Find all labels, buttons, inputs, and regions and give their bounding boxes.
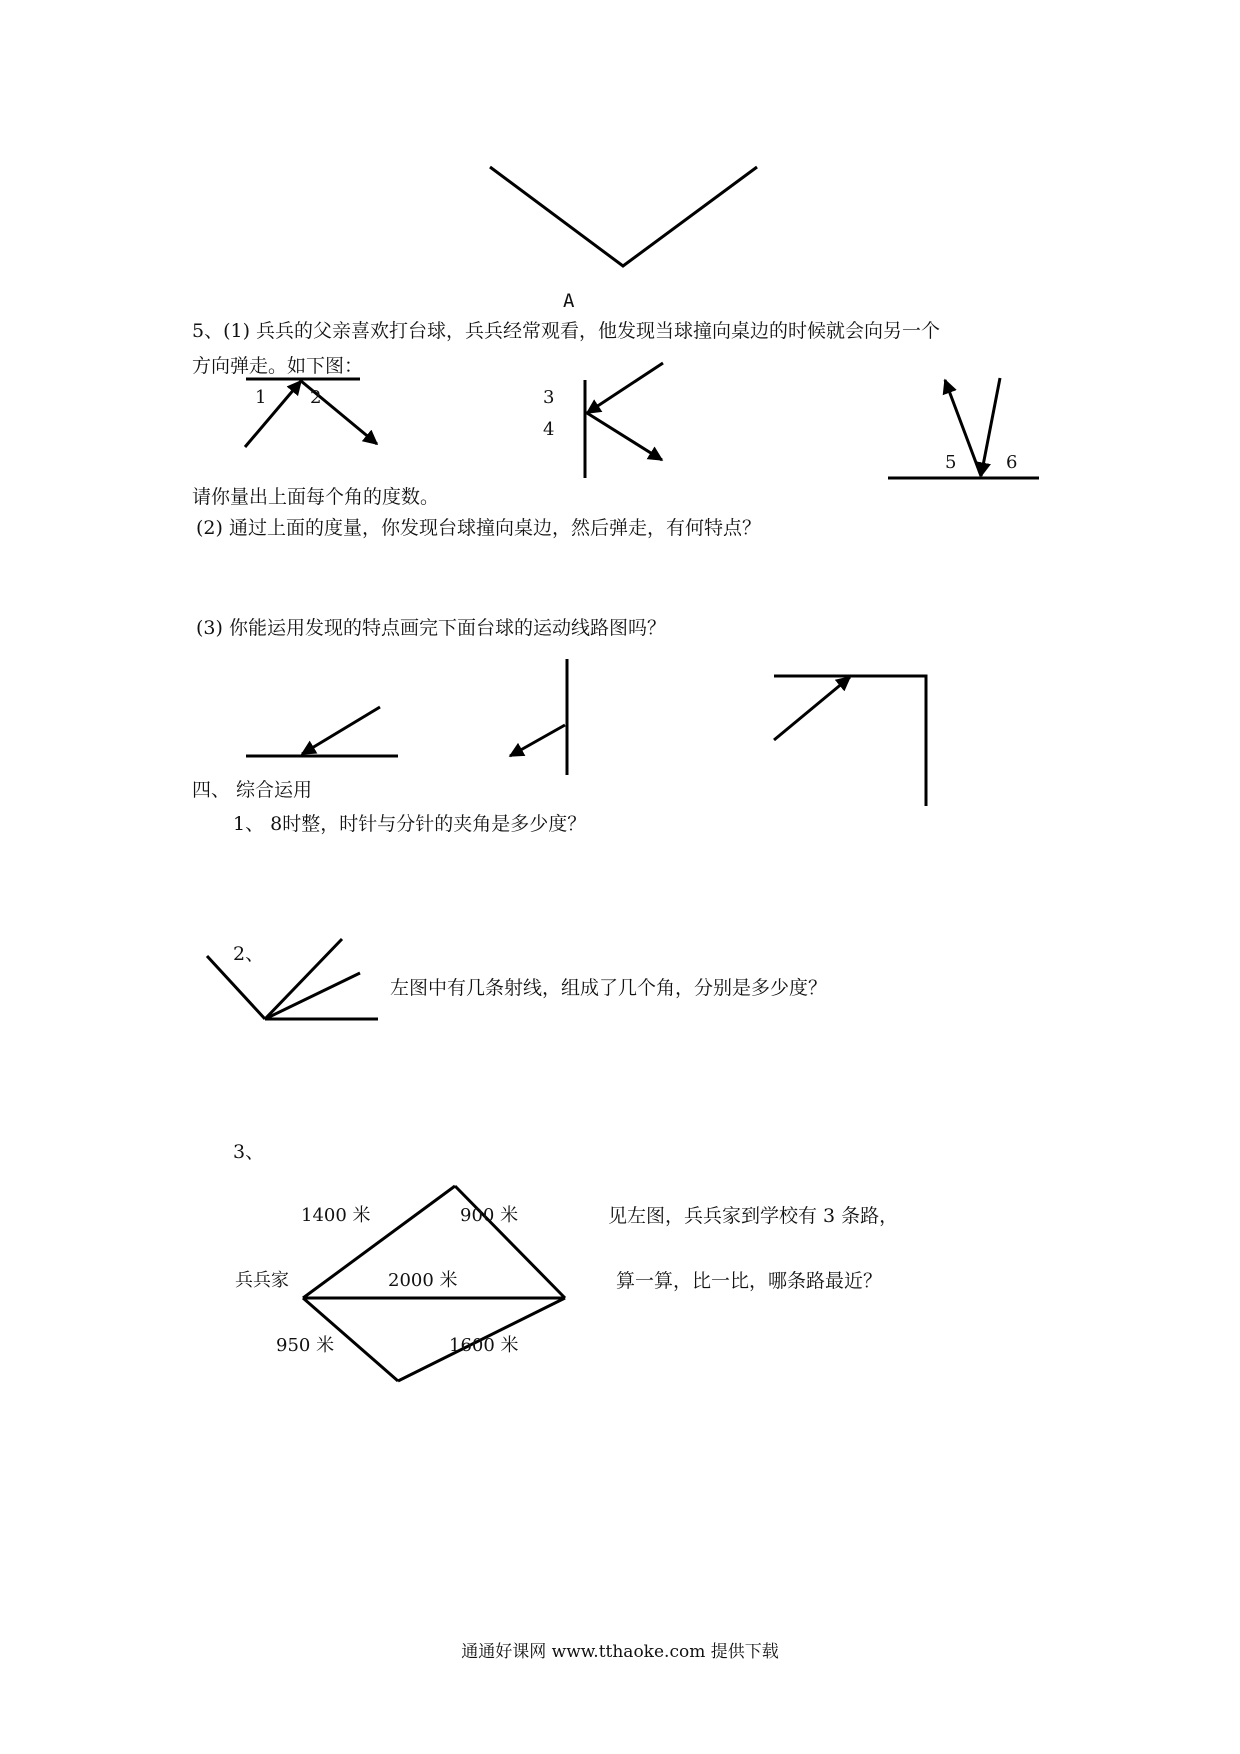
angle-a-shape: [490, 167, 757, 266]
route-label-top-right: 900 米: [460, 1205, 519, 1226]
q5-part2: (2) 通过上面的度量，你发现台球撞向桌边，然后弹走，有何特点？: [196, 517, 761, 539]
incoming-ray-3: [981, 378, 1000, 476]
ray-p3-1: [302, 707, 380, 754]
route-label-middle: 2000 米: [388, 1270, 458, 1291]
q5-measure-prompt: 请你量出上面每个角的度数。: [192, 486, 440, 508]
q5-part3: (3) 你能运用发现的特点画完下面台球的运动线路图吗？: [196, 617, 666, 639]
angle-a-label: A: [563, 290, 575, 312]
q5-part1-line2: 方向弹走。如下图：: [192, 355, 364, 377]
angle-label-4: 4: [543, 419, 555, 440]
incoming-ray-1: [245, 381, 301, 447]
ray-p3-3: [774, 677, 850, 740]
section4-q1: 1、 8时整，时针与分针的夹角是多少度？: [233, 813, 587, 835]
footer-credit: 通通好课网 www.tthaoke.com 提供下载: [461, 1642, 779, 1662]
section4-q3-text-line1: 见左图，兵兵家到学校有 3 条路，: [608, 1205, 899, 1227]
q5-part1-line1: 5、(1) 兵兵的父亲喜欢打台球，兵兵经常观看，他发现当球撞向桌边的时候就会向另一个: [192, 320, 941, 342]
route-label-bottom-right: 1600 米: [449, 1335, 519, 1356]
incoming-ray-2: [587, 363, 663, 413]
section4-q3-number: 3、: [233, 1141, 265, 1163]
section4-heading: 四、 综合运用: [192, 779, 313, 801]
edge-p3-3: [774, 676, 926, 806]
angle-label-1: 1: [255, 387, 267, 408]
route-label-top-left: 1400 米: [301, 1205, 371, 1226]
ray-q2-1: [207, 956, 265, 1019]
ray-q2-2: [265, 939, 342, 1019]
outgoing-ray-2: [587, 413, 662, 460]
home-label: 兵兵家: [235, 1270, 289, 1291]
angle-label-3: 3: [543, 387, 555, 408]
section4-q3-text-line2: 算一算，比一比，哪条路最近？: [616, 1270, 883, 1292]
section4-q2-number: 2、: [233, 943, 265, 965]
ray-q2-3: [265, 973, 360, 1019]
angle-label-5: 5: [945, 452, 957, 473]
section4-q2-text: 左图中有几条射线，组成了几个角，分别是多少度？: [390, 977, 828, 999]
ray-p3-2: [510, 725, 565, 756]
route-top-right: [455, 1186, 565, 1298]
angle-label-6: 6: [1006, 452, 1018, 473]
angle-label-2: 2: [310, 387, 322, 408]
route-label-bottom-left: 950 米: [276, 1335, 335, 1356]
